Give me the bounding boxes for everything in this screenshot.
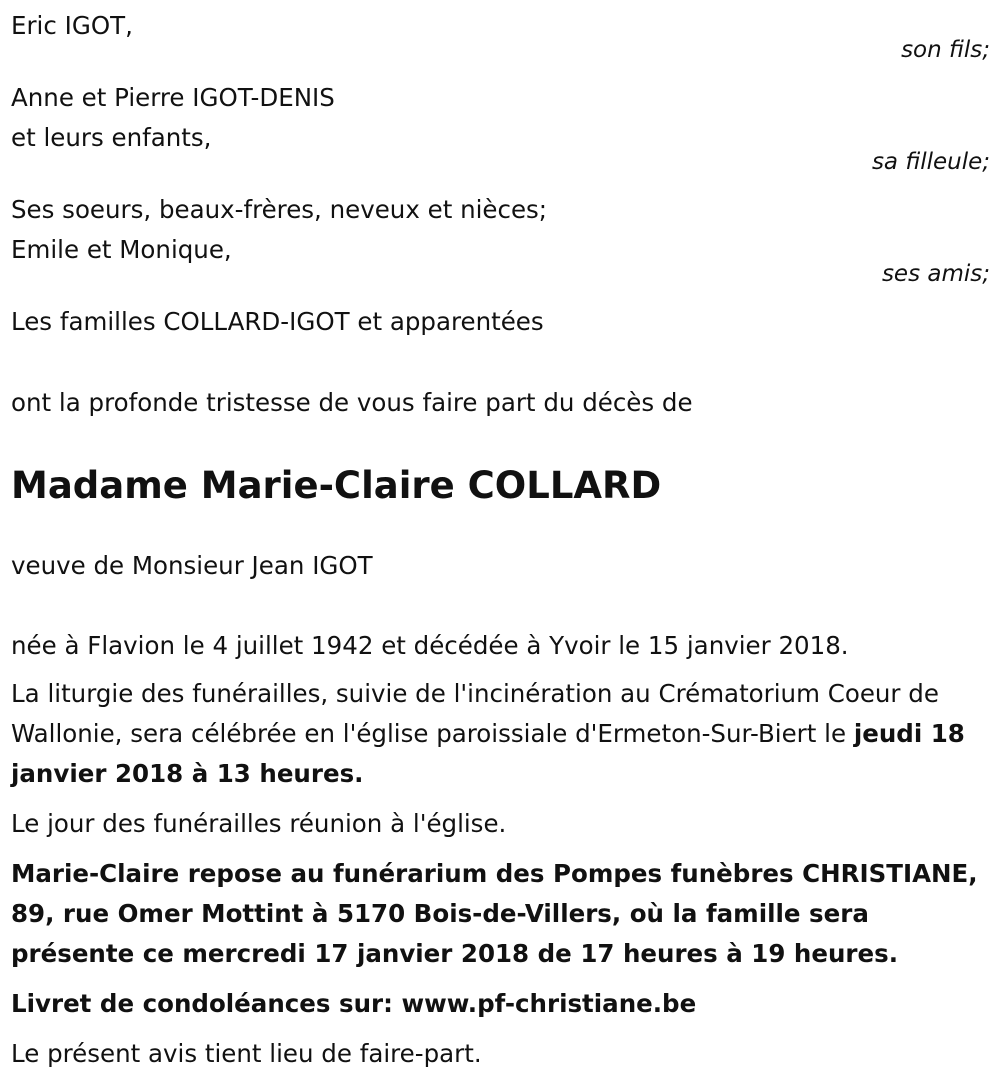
liturgy-paragraph <box>11 674 990 794</box>
relation-label: ses amis; <box>881 261 990 287</box>
notice-text: Le présent avis tient lieu de faire-part. <box>11 1039 482 1068</box>
reunion-text: Le jour des funérailles réunion à l'église. <box>11 809 507 838</box>
family-line: Emile et Monique, <box>11 235 232 264</box>
deceased-name: Madame Marie-Claire COLLARD <box>11 464 662 507</box>
funerarium-text: Marie-Claire repose au funérarium des Pompes funèbres CHRISTIANE, 89, rue Omer Mottint à 5170 Bois-de-Villers, où la famille sera présente ce mercredi 17 janvier 2018 de 17 heures à 19 heures. <box>11 859 978 968</box>
relation-label: son fils; <box>901 37 990 63</box>
liturgy-date: jeudi 18 janvier 2018 à 13 heures. <box>11 719 965 788</box>
family-line: Ses soeurs, beaux-frères, neveux et nièces; <box>11 195 548 224</box>
family-group-friends <box>11 190 990 290</box>
liturgy-text: La liturgie des funérailles, suivie de l'incinération au Crématorium Coeur de Wallonie, sera célébrée en l'église paroissiale d'Ermeton-Sur-Biert le <box>11 679 939 748</box>
relation-label: sa filleule; <box>871 149 990 175</box>
birth-death-text: née à Flavion le 4 juillet 1942 et décédée à Yvoir le 15 janvier 2018. <box>11 631 849 660</box>
family-line: et leurs enfants, <box>11 123 212 152</box>
family-line: Eric IGOT, <box>11 11 133 40</box>
family-line: Anne et Pierre IGOT-DENIS <box>11 83 335 112</box>
family-group-goddaughter <box>11 78 990 178</box>
family-line: Les familles COLLARD-IGOT et apparentées <box>11 307 544 336</box>
obituary-notice <box>11 6 990 1074</box>
announcement-text: ont la profonde tristesse de vous faire part du décès de <box>11 388 693 417</box>
widow-of-text: veuve de Monsieur Jean IGOT <box>11 551 373 580</box>
condolences-text: Livret de condoléances sur: www.pf-christiane.be <box>11 989 697 1018</box>
family-group-relatives <box>11 302 990 342</box>
family-group-son <box>11 6 990 66</box>
